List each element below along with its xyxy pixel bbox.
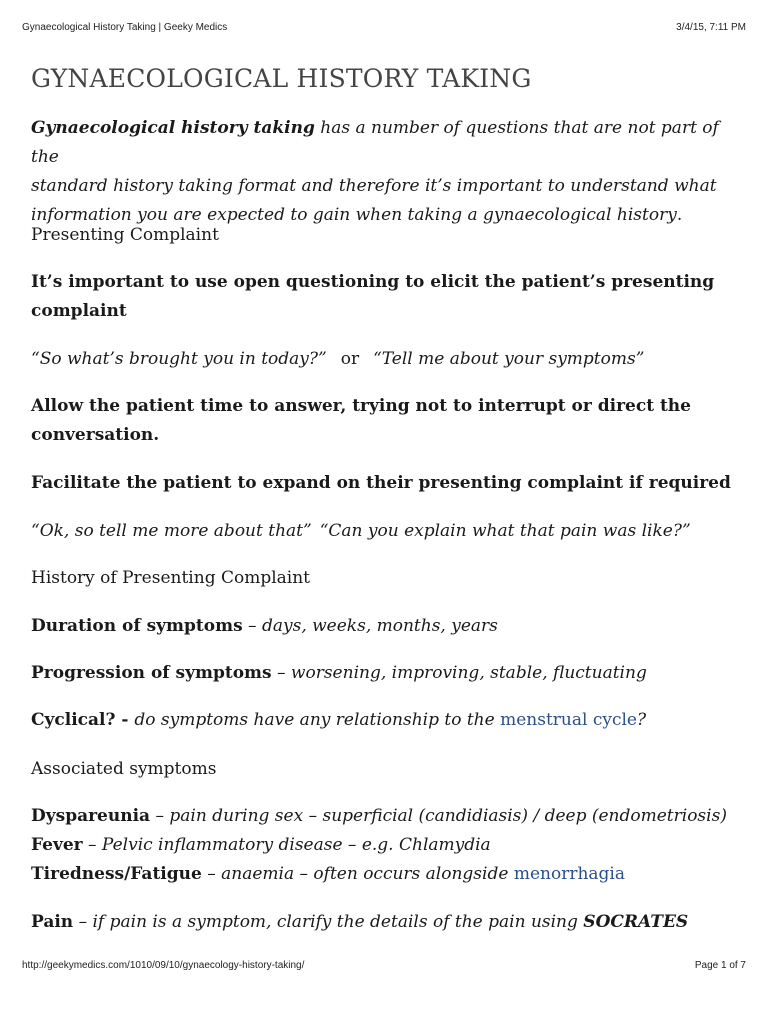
- pain-dash: –: [73, 912, 93, 932]
- facilitate-paragraph: Facilitate the patient to expand on their presenting complaint if required: [31, 473, 731, 493]
- quote-explain-pain: “Can you explain what that pain was like?”: [319, 521, 691, 541]
- example-questions-line: [31, 345, 737, 374]
- open-questioning-line-1: It’s important to use open questioning to elicit the patient’s presenting: [31, 272, 715, 292]
- dyspareunia-dash: –: [150, 806, 170, 826]
- quote-tell-me-more: “Ok, so tell me more about that”: [31, 521, 312, 541]
- pain-line: [31, 908, 737, 937]
- duration-text: days, weeks, months, years: [261, 616, 498, 636]
- cyclical-end: ?: [636, 710, 647, 730]
- duration-line: [31, 612, 737, 641]
- menorrhagia-link[interactable]: menorrhagia: [513, 864, 625, 884]
- open-questioning-paragraph: [31, 268, 737, 326]
- dyspareunia-label: Dyspareunia: [31, 806, 151, 826]
- intro-line-3: information you are expected to gain when taking a gynaecological history: [31, 205, 677, 225]
- tiredness-text: anaemia – often occurs alongside: [221, 864, 514, 884]
- cyclical-line: [31, 706, 737, 735]
- page-header-timestamp: 3/4/15, 7:11 PM: [676, 22, 746, 33]
- progression-label: Progression of symptoms: [31, 663, 272, 683]
- allow-time-paragraph: [31, 392, 737, 450]
- quote-tell-me-symptoms: “Tell me about your symptoms”: [373, 349, 645, 369]
- open-questioning-line-2: complaint: [31, 301, 127, 321]
- intro-end: .: [676, 205, 683, 225]
- socrates-term: SOCRATES: [583, 912, 689, 932]
- dyspareunia-text: pain during sex – superficial (candidiasis) / deep (endometriosis): [169, 806, 727, 826]
- allow-time-line-2: conversation.: [31, 425, 160, 445]
- duration-label: Duration of symptoms: [31, 616, 243, 636]
- intro-paragraph: [31, 114, 737, 230]
- tiredness-item: [31, 864, 625, 884]
- intro-lead: Gynaecological history taking: [31, 118, 315, 138]
- followup-questions-line: [31, 517, 737, 546]
- cyclical-label: Cyclical? -: [31, 710, 135, 730]
- allow-time-line-1: Allow the patient time to answer, trying not to interrupt or direct the: [31, 396, 691, 416]
- presenting-complaint-heading: Presenting Complaint: [31, 225, 219, 245]
- cyclical-text: do symptoms have any relationship to the: [134, 710, 501, 730]
- page-footer-url: http://geekymedics.com/1010/09/10/gynaecology-history-taking/: [22, 960, 305, 971]
- hpc-heading: History of Presenting Complaint: [31, 568, 311, 588]
- fever-label: Fever: [31, 835, 83, 855]
- progression-text: worsening, improving, stable, fluctuating: [290, 663, 647, 683]
- or-word: or: [340, 349, 360, 369]
- page-footer-page-number: Page 1 of 7: [694, 960, 746, 971]
- page-header-title: Gynaecological History Taking | Geeky Medics: [22, 22, 228, 33]
- associated-symptoms-heading: Associated symptoms: [31, 759, 217, 779]
- fever-item: [31, 835, 491, 855]
- fever-dash: –: [82, 835, 102, 855]
- duration-dash: –: [242, 616, 262, 636]
- intro-line-2: standard history taking format and therefore it’s important to understand what: [31, 176, 717, 196]
- intro-line-1: has a number of questions that are not part of the: [31, 118, 719, 167]
- menstrual-cycle-link[interactable]: menstrual cycle: [500, 710, 637, 730]
- progression-line: [31, 659, 737, 688]
- progression-dash: –: [271, 663, 291, 683]
- tiredness-label: Tiredness/Fatigue: [31, 864, 202, 884]
- associated-symptoms-list: [31, 802, 737, 889]
- page-title: GYNAECOLOGICAL HISTORY TAKING: [31, 64, 532, 93]
- pain-text: if pain is a symptom, clarify the details of the pain using: [92, 912, 584, 932]
- pain-label: Pain: [31, 912, 74, 932]
- dyspareunia-item: [31, 806, 727, 826]
- fever-text: Pelvic inflammatory disease – e.g. Chlamydia: [101, 835, 491, 855]
- tiredness-dash: –: [201, 864, 222, 884]
- quote-brought-you-in: “So what’s brought you in today?”: [31, 349, 327, 369]
